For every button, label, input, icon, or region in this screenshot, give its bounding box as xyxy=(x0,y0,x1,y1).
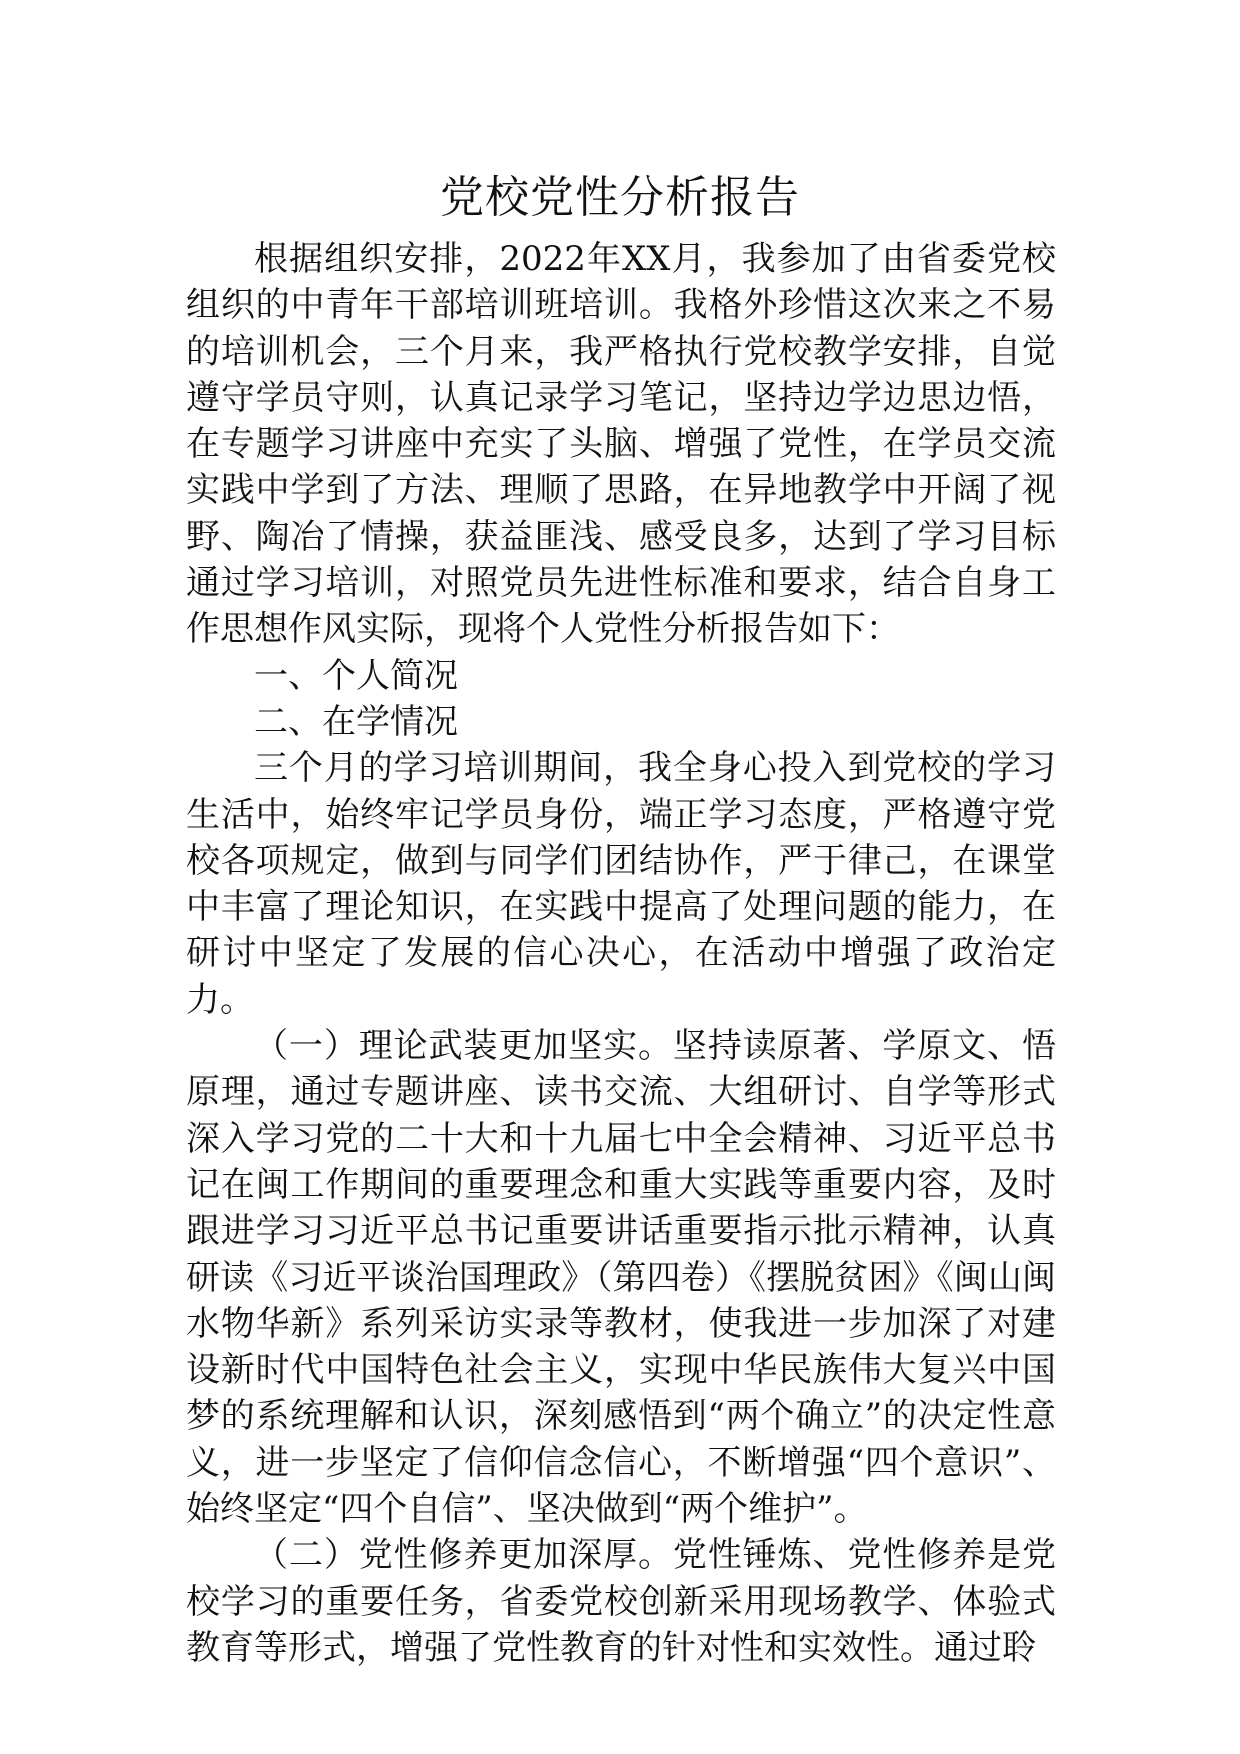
document-title: 党校党性分析报告 xyxy=(440,172,800,223)
document-body xyxy=(186,236,1056,1671)
paragraph-intro: 根据组织安排，2022年XX月，我参加了由省委党校组织的中青年干部培训班培训。我格外珍惜这次来之不易的培训机会，三个月来，我严格执行党校教学安排，自觉遵守学员守则，认真记录学习笔记，坚持边学边思边悟，在专题学习讲座中充实了头脑、增强了党性，在学员交流实践中学到了方法、理顺了思路，在异地教学中开阔了视野、陶冶了情操，获益匪浅、感受良多，达到了学习目标通过学习培训，对照党员先进性标准和要求，结合自身工作思想作风实际，现将个人党性分析报告如下： xyxy=(186,239,1056,650)
paragraph-study-overview: 三个月的学习培训期间，我全身心投入到党校的学习生活中，始终牢记学员身份，端正学习态度，严格遵守党校各项规定，做到与同学们团结协作，严于律己，在课堂中丰富了理论知识，在实践中提高了处理问题的能力，在研讨中坚定了发展的信心决心，在活动中增强了政治定力。 xyxy=(186,748,1056,1020)
section-heading-personal-profile: 一、个人简况 xyxy=(254,655,458,696)
paragraph-party-cultivation: （二）党性修养更加深厚。党性锤炼、党性修养是党校学习的重要任务，省委党校创新采用现场教学、体验式教育等形式，增强了党性教育的针对性和实效性。通过聆 xyxy=(186,1535,1056,1668)
paragraph-theory-armament: （一）理论武装更加坚实。坚持读原著、学原文、悟原理，通过专题讲座、读书交流、大组研讨、自学等形式深入学习党的二十大和十九届七中全会精神、习近平总书记在闽工作期间的重要理念和重大实践等重要内容，及时跟进学习习近平总书记重要讲话重要指示批示精神，认真研读《习近平谈治国理政》（第四卷）《摆脱贫困》《闽山闽水物华新》系列采访实录等教材，使我进一步加深了对建设新时代中国特色社会主义，实现中华民族伟大复兴中国梦的系统理解和认识，深刻感悟到“两个确立”的决定性意义，进一步坚定了信仰信念信心，不断增强“四个意识”、始终坚定“四个自信”、坚决做到“两个维护”。 xyxy=(186,1026,1056,1530)
section-heading-study-situation: 二、在学情况 xyxy=(254,701,458,742)
